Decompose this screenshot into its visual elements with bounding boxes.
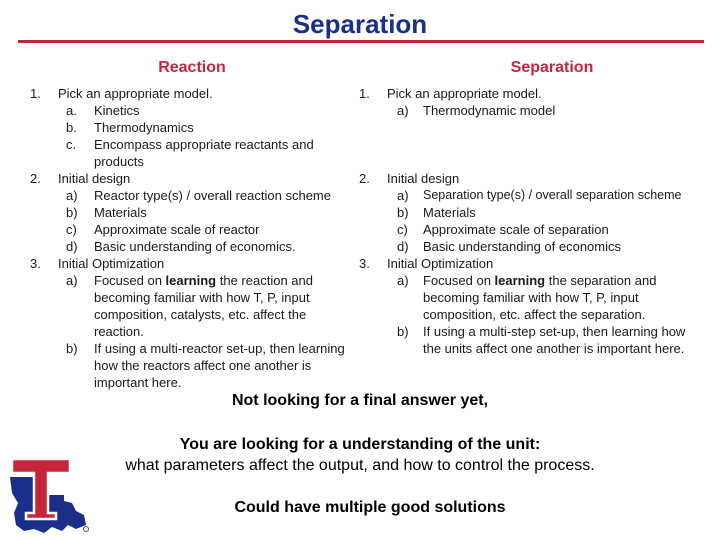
reaction-list xyxy=(30,85,360,391)
list-item: 3. Initial Optimization xyxy=(359,256,494,271)
list-item: reaction. xyxy=(94,324,144,339)
list-item: the units affect one another is important here. xyxy=(423,341,685,356)
list-item: a. Kinetics xyxy=(66,103,140,118)
spacer xyxy=(357,119,717,170)
list-item: products xyxy=(94,154,144,169)
list-item: a) Focused on learning the separation and xyxy=(397,273,657,288)
list-item: a) Reactor type(s) / overall reaction scheme xyxy=(66,188,331,203)
reaction-heading: Reaction xyxy=(158,59,226,76)
list-item: a) Separation type(s) / overall separation scheme xyxy=(397,188,682,203)
university-logo xyxy=(6,455,92,535)
list-item: composition, etc. affect the separation. xyxy=(423,307,646,322)
list-item: how the reactors affect one another is xyxy=(94,358,312,373)
list-item: c) Approximate scale of separation xyxy=(397,222,609,237)
note-parameters: what parameters affect the output, and how to control the process. xyxy=(125,457,595,474)
note-final-answer: Not looking for a final answer yet, xyxy=(231,392,489,409)
emphasis-learning: learning xyxy=(494,273,546,288)
list-item: a) Focused on learning the reaction and xyxy=(66,273,313,288)
list-item: becoming familiar with how T, P, input xyxy=(423,290,639,305)
list-item: important here. xyxy=(94,375,182,390)
list-item: c. Encompass appropriate reactants and xyxy=(66,137,314,152)
list-item: d) Basic understanding of economics xyxy=(397,239,622,254)
list-item: b. Thermodynamics xyxy=(66,120,194,135)
list-item: a) Thermodynamic model xyxy=(397,103,556,118)
list-item: b) Materials xyxy=(66,205,147,220)
slide-title: Separation xyxy=(292,9,428,39)
separation-heading: Separation xyxy=(510,59,594,76)
list-item: c) Approximate scale of reactor xyxy=(66,222,260,237)
list-item: becoming familiar with how T, P, input xyxy=(94,290,310,305)
list-item: 3. Initial Optimization xyxy=(30,256,165,271)
list-item: 2. Initial design xyxy=(359,171,460,186)
note-multiple-solutions: Could have multiple good solutions xyxy=(234,499,506,516)
title-divider xyxy=(18,40,704,43)
list-item: composition, catalysts, etc. affect the xyxy=(94,307,307,322)
list-item: d) Basic understanding of economics. xyxy=(66,239,296,254)
list-item: 2. Initial design xyxy=(30,171,131,186)
list-item: b) If using a multi-reactor set-up, then learning xyxy=(66,341,345,356)
separation-list xyxy=(357,85,717,357)
list-item: 1. Pick an appropriate model. xyxy=(359,86,542,101)
emphasis-learning: learning xyxy=(165,273,217,288)
list-item: 1. Pick an appropriate model. xyxy=(30,86,213,101)
list-item: b) If using a multi-step set-up, then learning how xyxy=(397,324,686,339)
note-understanding: You are looking for a understanding of the unit: xyxy=(179,436,541,453)
list-item: b) Materials xyxy=(397,205,476,220)
